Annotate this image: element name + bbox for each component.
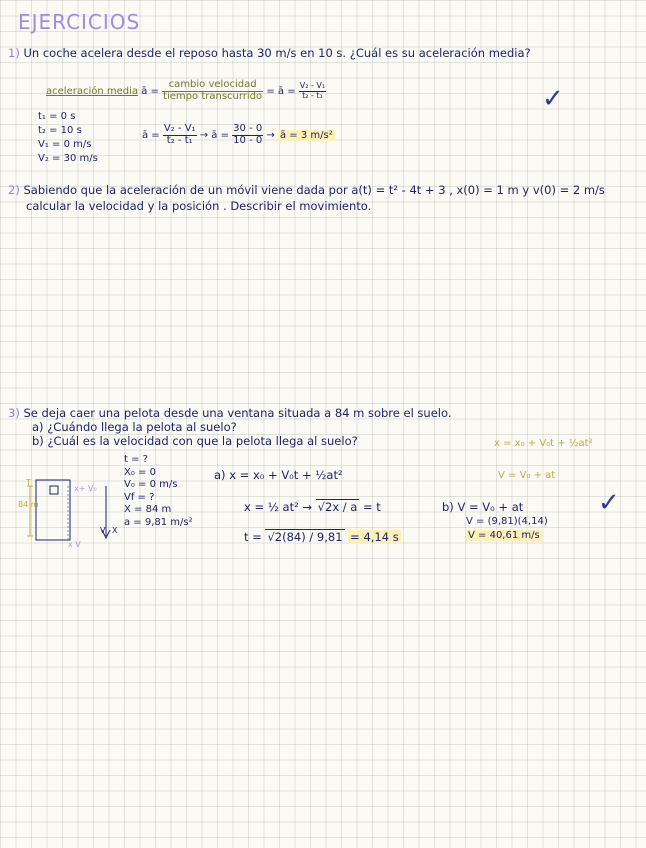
definition-a-symbol: ā = <box>141 86 159 97</box>
given-v2: V₂ = 30 m/s <box>38 153 98 164</box>
given-v1: V₁ = 0 m/s <box>38 139 92 150</box>
calc-denominator-1: t₂ - t₁ <box>166 134 193 146</box>
exercise-3-givens <box>124 454 193 529</box>
definition-label: aceleración media <box>46 86 139 97</box>
calc-numerator-2: 30 - 0 <box>233 123 263 134</box>
given-t2: t₂ = 10 s <box>38 125 82 136</box>
given-a: a = 9,81 m/s² <box>124 516 193 528</box>
exercise-3-part-b: b) ¿Cuál es la velocidad con que la pelota llega al suelo? <box>32 434 358 448</box>
definition2-numerator: V₂ - V₁ <box>299 81 326 91</box>
given-v0: V₀ = 0 m/s <box>124 479 178 490</box>
exercise-2-number: 2) <box>8 183 20 197</box>
exercise-1-result: ā = 3 m/s² <box>280 130 333 141</box>
part-a-eq2-end: = t <box>363 500 381 514</box>
diagram-axis-labels-top: x+ V₀ <box>74 484 97 493</box>
given-t: t = ? <box>124 454 148 465</box>
part-a-t-label: t = <box>244 530 262 544</box>
part-a-result: = 4,14 s <box>350 530 399 544</box>
part-b-equation-1 <box>442 500 523 514</box>
exercise-2-line-2: calcular la velocidad y la posición . Describir el movimiento. <box>26 199 372 213</box>
exercise-3-question: Se deja caer una pelota desde una ventana situada a 84 m sobre el suelo. <box>23 406 452 420</box>
given-x: X = 84 m <box>124 504 172 515</box>
part-a-sqrt: √2x / a <box>317 500 358 514</box>
definition2-denominator: t₂ - t₁ <box>302 90 323 100</box>
given-t1: t₁ = 0 s <box>38 111 76 122</box>
calc-arrow-2: → <box>266 130 275 141</box>
part-b-result: V = 40,61 m/s <box>468 530 540 541</box>
part-a-eq1-text: x = x₀ + V₀t + ½at² <box>229 468 343 482</box>
formula-velocity: V = V₀ + at <box>498 470 556 481</box>
calc-arrow-1: → ā = <box>199 130 229 141</box>
part-a-eq2-text: x = ½ at² → <box>244 500 313 514</box>
part-a-sqrt-content: 2x / a <box>325 500 358 514</box>
calc-a-symbol: ā = <box>142 130 160 141</box>
exercise-2-line-1-text: Sabiendo que la aceleración de un móvil viene dada por a(t) = t² - 4t + 3 , x(0) = 1 m y v(0) = 2 m/s <box>23 183 605 197</box>
part-a-equation-1 <box>214 468 343 482</box>
part-a-equation-2 <box>244 500 381 514</box>
calc-denominator-2: 10 - 0 <box>233 134 263 146</box>
diagram-height-label: 84 m <box>18 500 39 509</box>
diagram-top-label: T <box>26 478 31 487</box>
part-b-equation-2: V = (9,81)(4,14) <box>466 516 548 527</box>
part-a-sqrt2-content: 2(84) / 9,81 <box>274 530 343 544</box>
definition-equals: = ā = <box>266 86 296 97</box>
calc-numerator-1: V₂ - V₁ <box>163 123 196 134</box>
exercise-1-number: 1) <box>8 46 20 60</box>
formula-position: x = x₀ + V₀t + ½at² <box>494 438 593 449</box>
given-vf: Vf = ? <box>124 491 155 503</box>
part-b-label: b) <box>442 500 454 514</box>
given-x0: X₀ = 0 <box>124 466 156 478</box>
diagram-x-label: X <box>112 526 118 535</box>
check-mark-icon: ✓ <box>598 488 620 518</box>
diagram-v-label: V <box>100 526 106 535</box>
exercise-1-question-text: Un coche acelera desde el reposo hasta 30 m/s en 10 s. ¿Cuál es su aceleración media? <box>23 46 531 60</box>
check-mark-icon: ✓ <box>542 84 564 114</box>
diagram-axis-labels-bottom: x V <box>68 540 81 549</box>
exercise-3-part-a: a) ¿Cuándo llega la pelota al suelo? <box>32 420 237 434</box>
definition-numerator: cambio velocidad <box>162 80 263 92</box>
part-a-equation-3 <box>244 530 401 544</box>
part-a-label: a) <box>214 468 226 482</box>
part-b-eq1-text: V = V₀ + at <box>457 500 524 514</box>
part-a-sqrt-2: √2(84) / 9,81 <box>267 530 343 544</box>
exercise-3-number: 3) <box>8 406 20 420</box>
definition-denominator: tiempo transcurrido <box>163 90 263 102</box>
page-title: EJERCICIOS <box>18 10 141 34</box>
